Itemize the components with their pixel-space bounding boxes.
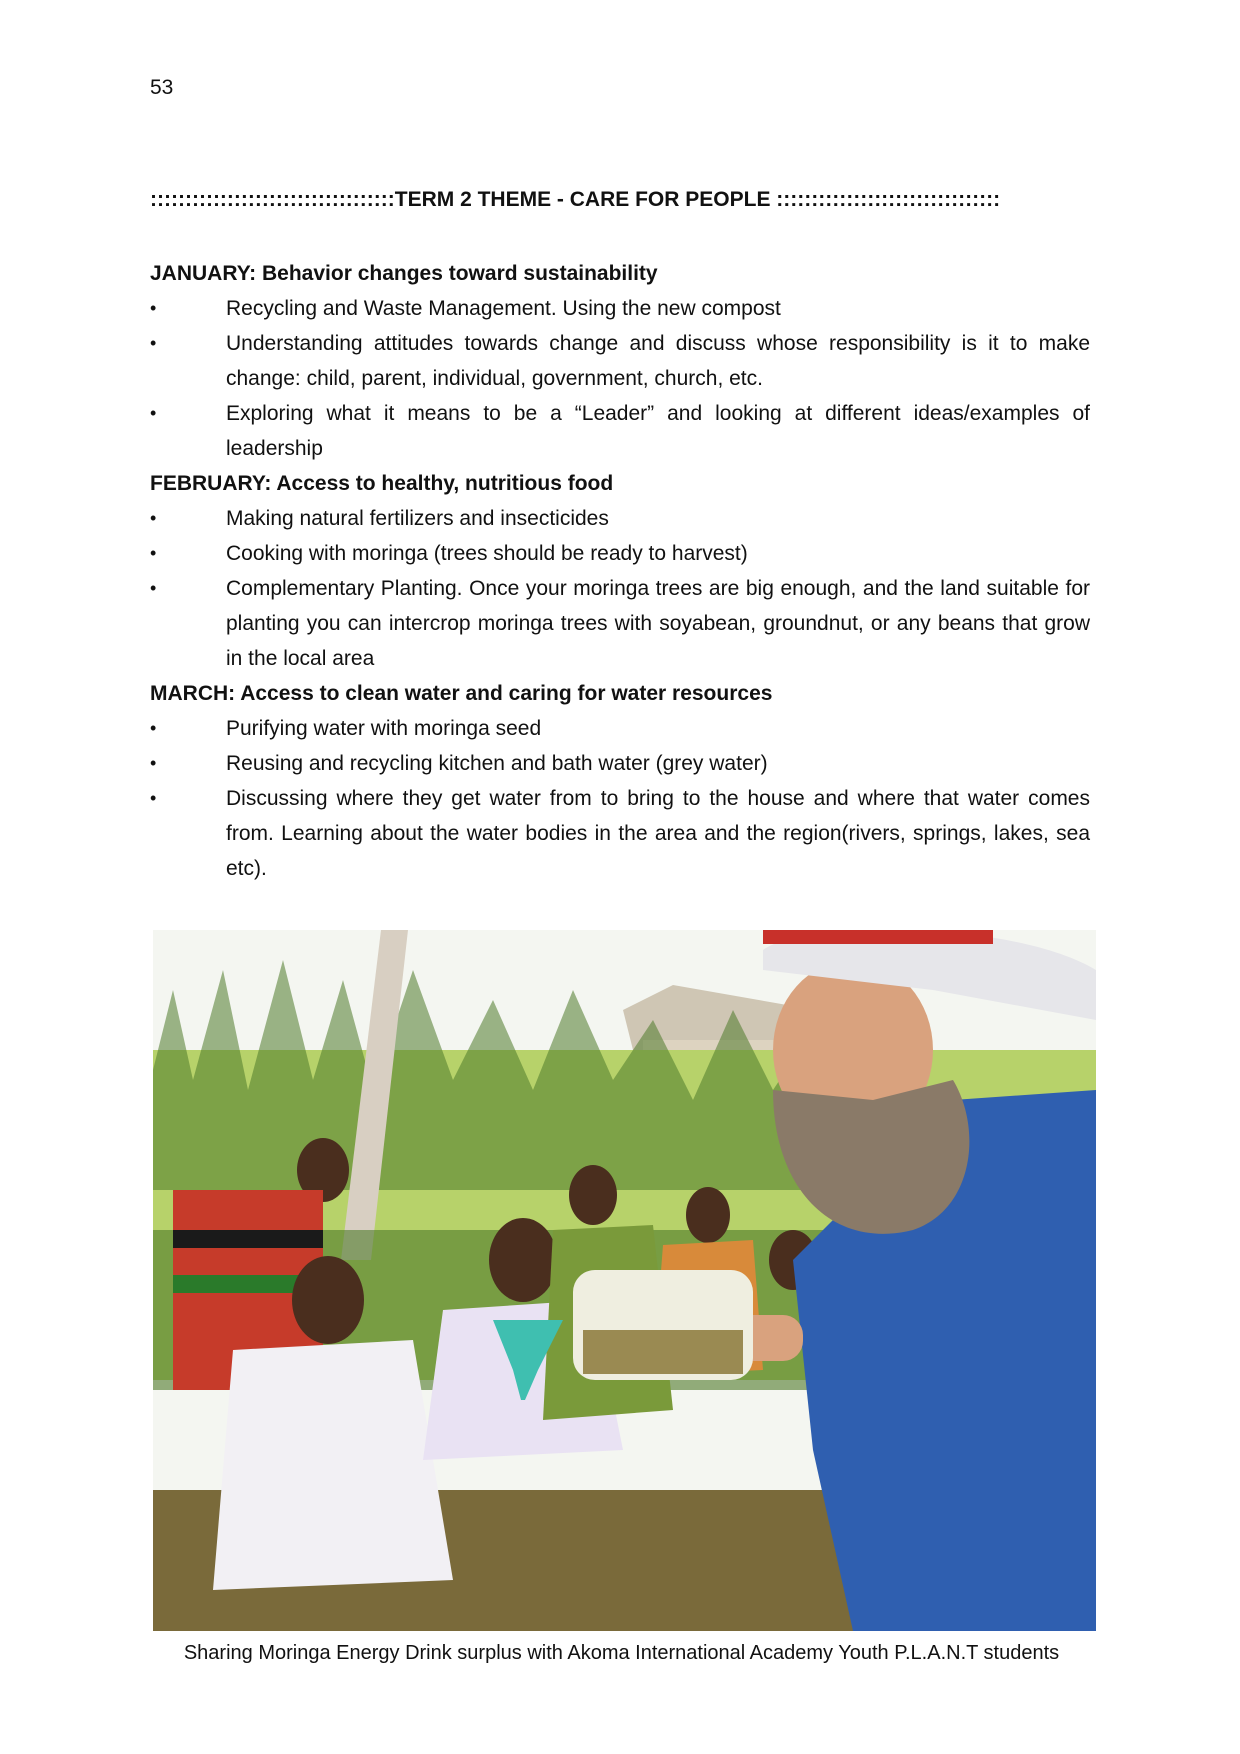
section-february — [150, 466, 1090, 676]
list-item-text: Recycling and Waste Management. Using the new compost — [226, 297, 781, 320]
bullet-icon: • — [150, 578, 157, 598]
list-item-text: Purifying water with moringa seed — [226, 717, 542, 740]
child-head-shape — [489, 1218, 557, 1302]
document-body — [150, 256, 1090, 886]
list-item — [150, 571, 1090, 676]
cap-band-shape — [763, 930, 993, 944]
child-head-shape — [686, 1187, 730, 1243]
bullet-icon: • — [150, 753, 157, 773]
photo-caption: Sharing Moringa Energy Drink surplus with Akoma International Academy Youth P.L.A.N.T students — [183, 1642, 1060, 1664]
list-item — [150, 396, 1090, 466]
bullet-icon: • — [150, 788, 157, 808]
bullet-icon: • — [150, 508, 157, 528]
list-item — [150, 501, 1090, 536]
bullet-icon: • — [150, 298, 157, 318]
section-title: MARCH: Access to clean water and caring for water resources — [150, 682, 773, 705]
section-january — [150, 256, 1090, 466]
section-title: JANUARY: Behavior changes toward sustainability — [150, 262, 658, 285]
list-item — [150, 536, 1090, 571]
child-head-shape — [569, 1165, 617, 1225]
list-item-text: Complementary Planting. Once your moringa trees are big enough, and the land suitable for planting you can intercrop moringa trees with soyabean, groundnut, or any beans that grow in the local area — [226, 577, 1090, 670]
list-item — [150, 746, 1090, 781]
list-item-text: Making natural fertilizers and insecticides — [226, 507, 609, 530]
list-item — [150, 291, 1090, 326]
list-item-text: Reusing and recycling kitchen and bath water (grey water) — [226, 752, 768, 775]
child-stripes-shape — [173, 1230, 323, 1248]
list-item-text: Cooking with moringa (trees should be ready to harvest) — [226, 542, 748, 565]
photo-moringa-drink-sharing — [153, 930, 1096, 1631]
section-title: FEBRUARY: Access to healthy, nutritious food — [150, 472, 614, 495]
bullet-icon: • — [150, 718, 157, 738]
bullet-icon: • — [150, 543, 157, 563]
bullet-icon: • — [150, 403, 157, 423]
list-item-text: Understanding attitudes towards change and discuss whose responsibility is it to make change: child, parent, individual, government, church, etc. — [226, 332, 1090, 390]
bullet-list — [150, 291, 1090, 466]
list-item-text: Exploring what it means to be a “Leader” and looking at different ideas/examples of leadership — [226, 402, 1090, 460]
page-number: 53 — [150, 76, 174, 99]
section-march — [150, 676, 1090, 886]
list-item — [150, 781, 1090, 886]
list-item-text: Discussing where they get water from to bring to the house and where that water comes from. Learning about the water bodies in the area and the region(rivers, springs, lakes, sea etc). — [226, 787, 1090, 880]
bullet-list — [150, 501, 1090, 676]
bullet-list — [150, 711, 1090, 886]
child-dress-shape — [213, 1340, 453, 1590]
list-item — [150, 326, 1090, 396]
bullet-icon: • — [150, 333, 157, 353]
list-item — [150, 711, 1090, 746]
jug-liquid-shape — [583, 1330, 743, 1374]
theme-header: :::::::::::::::::::::::::::::::::::TERM 2 THEME - CARE FOR PEOPLE :::::::::::::::::::::::::::::::: — [150, 188, 1001, 211]
child-head-shape — [292, 1256, 364, 1344]
